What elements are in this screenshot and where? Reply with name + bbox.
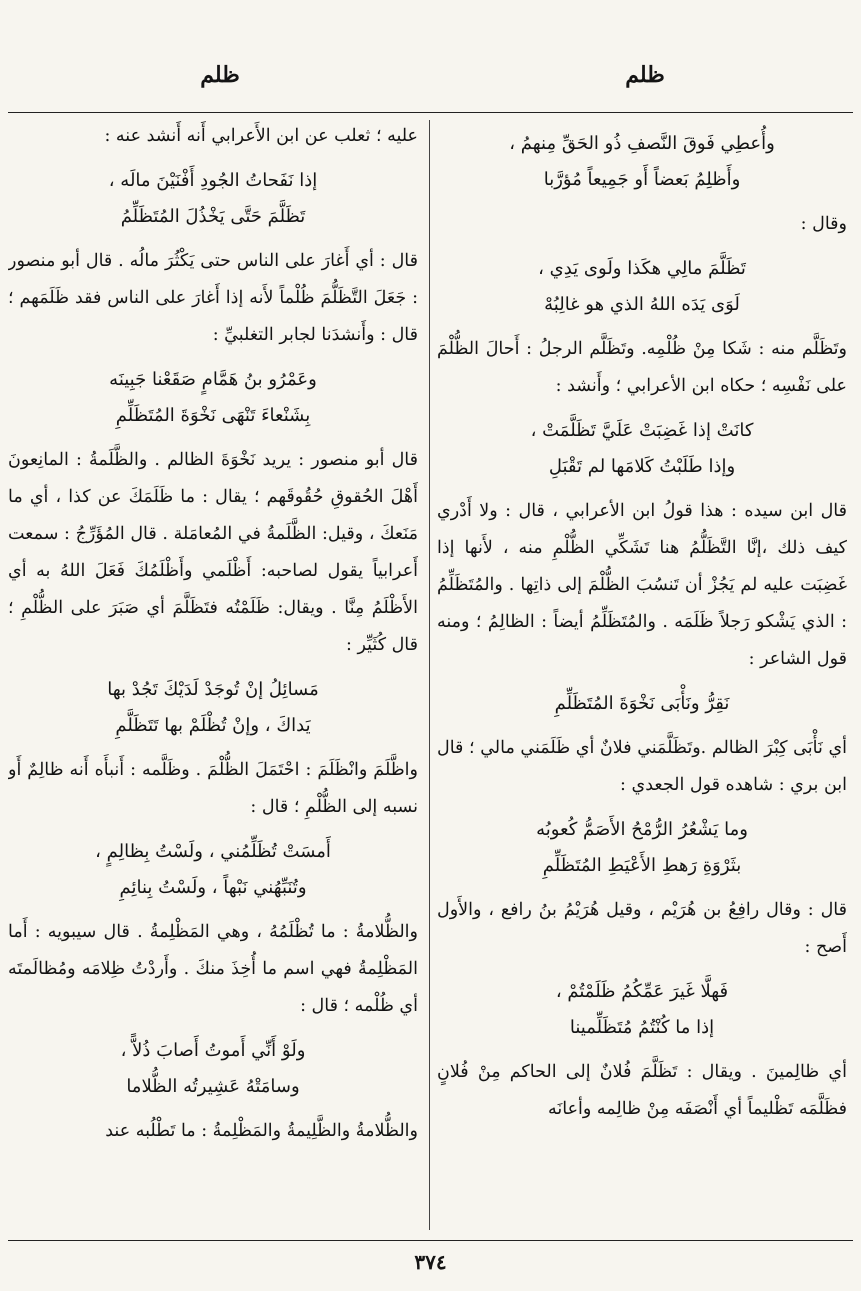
verse-line: فَهلَّا غَيرَ عَمِّكُمُ ظَلَمْتُمْ ، xyxy=(555,981,729,1002)
verse-block xyxy=(437,686,847,722)
page-number: ٣٧٤ xyxy=(414,1250,447,1274)
prose-paragraph: وتَظَلَّم منه : شَكا مِنْ ظُلْمِه. وتَظَلَّم الرجلُ : أَحالَ الظُّلْمَ على نَفْسِه ؛ حكاه ابن الأعرابي ؛ وأَنشد : xyxy=(437,339,847,396)
verse-block xyxy=(437,251,847,323)
prose-paragraph: واظَّلَمَ وانْظَلَمَ : احْتَمَلَ الظُّلْمَ . وظَلَّمه : أَنبأَه أَنه ظالِمٌ أَو نسبه إلى الظُّلْمِ ؛ قال : xyxy=(8,760,418,817)
verse-block xyxy=(8,362,418,434)
verse-block xyxy=(8,1033,418,1105)
prose-paragraph: أي ظالِمينَ . ويقال : تَظَلَّمَ فُلانٌ إلى الحاكم مِنْ فُلانٍ فظَلَّمَه تَظْليماً أي أَنْصَفَه مِنْ ظالِمه وأعانَه xyxy=(437,1062,847,1119)
verse-line: وتُنَبِّهُني نَبْهاً ، ولَسْتُ بِنائِمِ xyxy=(119,877,307,898)
verse-line: مَسائِلُ إنْ تُوجَدْ لَدَيْكَ تَجُدْ بها xyxy=(107,679,319,700)
header-keyword-right: ظلم xyxy=(625,62,665,88)
verse-block xyxy=(437,126,847,198)
verse-line: أَمسَتْ تُظَلِّمُني ، ولَسْتُ بِظالِمٍ ، xyxy=(95,841,331,862)
prose-paragraph: وقال : xyxy=(800,214,847,234)
verse-line: تَظَلَّمَ حَتَّى يَخْذُلَ المُتَظَلِّمُ xyxy=(120,206,306,227)
prose-paragraph: عليه ؛ ثعلب عن ابن الأَعرابي أَنه أَنشد عنه : xyxy=(104,126,418,146)
verse-block xyxy=(437,812,847,884)
prose-paragraph: قال : وقال رافِعُ بن هُرَيْم ، وقيل هُرَيْمُ بنُ رافع ، والأَول أَصح : xyxy=(437,900,847,957)
prose-paragraph: قال أبو منصور : يريد نَخْوَةَ الظالم . والظَّلَمةُ : المانِعونَ أَهْلَ الحُقوقِ حُقُوقَهم ؛ يقال : ما ظَلَمَكَ عن كذا ، أي ما مَنَعكَ ، وقيل: الظَّلَمةُ في المُعامَلة . قال المُؤَرِّجُ : سمعت أَعرابياً يقول لصاحبه: أَظْلَمي وأَظْلَمُكَ فَعَلَ اللهُ به أي الأَظْلَمُ مِنَّا . ويقال: ظَلَمْتُه فتَظَلَّمَ أي صَبَرَ على الظُّلْمِ ؛ قال كُثَيِّر : xyxy=(8,450,418,655)
prose-paragraph: أي نَأْبَى كِبْرَ الظالم .وتَظَلَّمَني فلانٌ أي ظَلَمَني مالي ؛ قال ابن بري : شاهده قول الجعدي : xyxy=(437,738,847,795)
verse-line: وما يَشْعُرُ الرُّمْحُ الأَصَمُّ كُعوبُه xyxy=(536,819,748,840)
verse-line: وأُعطِي فَوقَ النَّصفِ ذُو الحَقِّ مِنهمُ ، xyxy=(509,133,775,154)
verse-line: ولَوْ أَنِّي أَموتُ أَصابَ ذُلاًّ ، xyxy=(120,1040,306,1061)
verse-line: وسامَتْهُ عَشِيرتُه الظُّلاما xyxy=(126,1076,300,1097)
verse-line: وإذا طَلَبْتُ كَلامَها لم تَقْبَلِ xyxy=(548,456,736,477)
verse-block xyxy=(8,834,418,906)
verse-line: بثَرْوَةِ رَهطِ الأَعْيَطِ المُتَظَلِّمِ xyxy=(542,855,742,876)
header-keyword-left: ظلم xyxy=(200,62,240,88)
verse-line: بِشَنْعاءَ تَنْهَى نَخْوَةَ المُتَظَلِّمِ xyxy=(115,405,311,426)
prose-paragraph: قال : أي أَغارَ على الناس حتى يَكْثُرَ مالُه . قال أبو منصور : جَعَلَ التَّظَلُّمَ ظُلْماً لأَنه إذا أَغارَ على الناس فقد ظَلَمَهم ؛ قال : وأَنشدَنا لجابر التغلبيِّ : xyxy=(8,251,418,345)
left-column xyxy=(8,118,418,1228)
verse-line: لَوَى يَدَه اللهُ الذي هو غالِبُهْ xyxy=(544,294,740,315)
verse-block xyxy=(8,672,418,744)
verse-block xyxy=(437,413,847,485)
verse-line: تَظَلَّمَ مالِي هكَذا ولَوى يَدِي ، xyxy=(538,258,746,279)
right-column xyxy=(437,118,847,1228)
column-divider xyxy=(429,120,430,1230)
verse-block xyxy=(437,974,847,1046)
bottom-rule xyxy=(8,1240,853,1241)
prose-paragraph: والظُّلامةُ : ما تُظْلَمُهُ ، وهي المَظْلِمةُ . قال سيبويه : أَما المَظْلِمةُ فهي اسم ما أُخِذَ منكَ . وأَردْتُ ظِلامَه ومُظالَمتَه أي ظُلْمه ؛ قال : xyxy=(8,922,418,1016)
verse-line: وأَظلِمُ بَعضاً أَو جَمِيعاً مُؤرَّبا xyxy=(543,169,741,190)
verse-line: كانَتْ إذا غَضِبَتْ عَلَيَّ تَظَلَّمَتْ ، xyxy=(530,420,754,441)
verse-line: وعَمْرُو بنُ هَمَّامٍ صَقَعْنا جَبِينَه xyxy=(109,369,317,390)
prose-paragraph: قال ابن سيده : هذا قولُ ابن الأعرابي ، قال : ولا أَدْري كيف ذلك ،إنَّا التَّظَلُّمُ هنا تَشَكِّي الظُّلْمِ منه ، لأَنها إذا غَضِبَت عليه لم يَجُزْ أن تَنسُبَ الظُّلْمَ إلى ذاتِها . والمُتَظَلِّمُ : الذي يَشْكو رَجلاً ظَلَمَه . والمُتَظَلِّمُ أيضاً : الظالِمُ ؛ ومنه قول الشاعر : xyxy=(437,501,847,669)
verse-line: يَداكَ ، وإنْ تُظْلَمْ بها تَتَظَلَّمِ xyxy=(115,715,311,736)
verse-line: نَقِرُّ ونَأْبَى نَخْوَةَ المُتَظَلِّمِ xyxy=(554,693,730,714)
verse-block xyxy=(8,163,418,235)
verse-line: إذا نَفَحاتُ الجُودِ أَفْنَيْنَ مالَه ، xyxy=(108,170,318,191)
prose-paragraph: والظُّلامةُ والظَّلِيمةُ والمَظْلِمةُ : ما تَطْلُبه عند xyxy=(105,1121,418,1141)
top-rule xyxy=(8,112,853,113)
verse-line: إذا ما كُنْتُمُ مُتَظَلِّمينا xyxy=(569,1017,715,1038)
